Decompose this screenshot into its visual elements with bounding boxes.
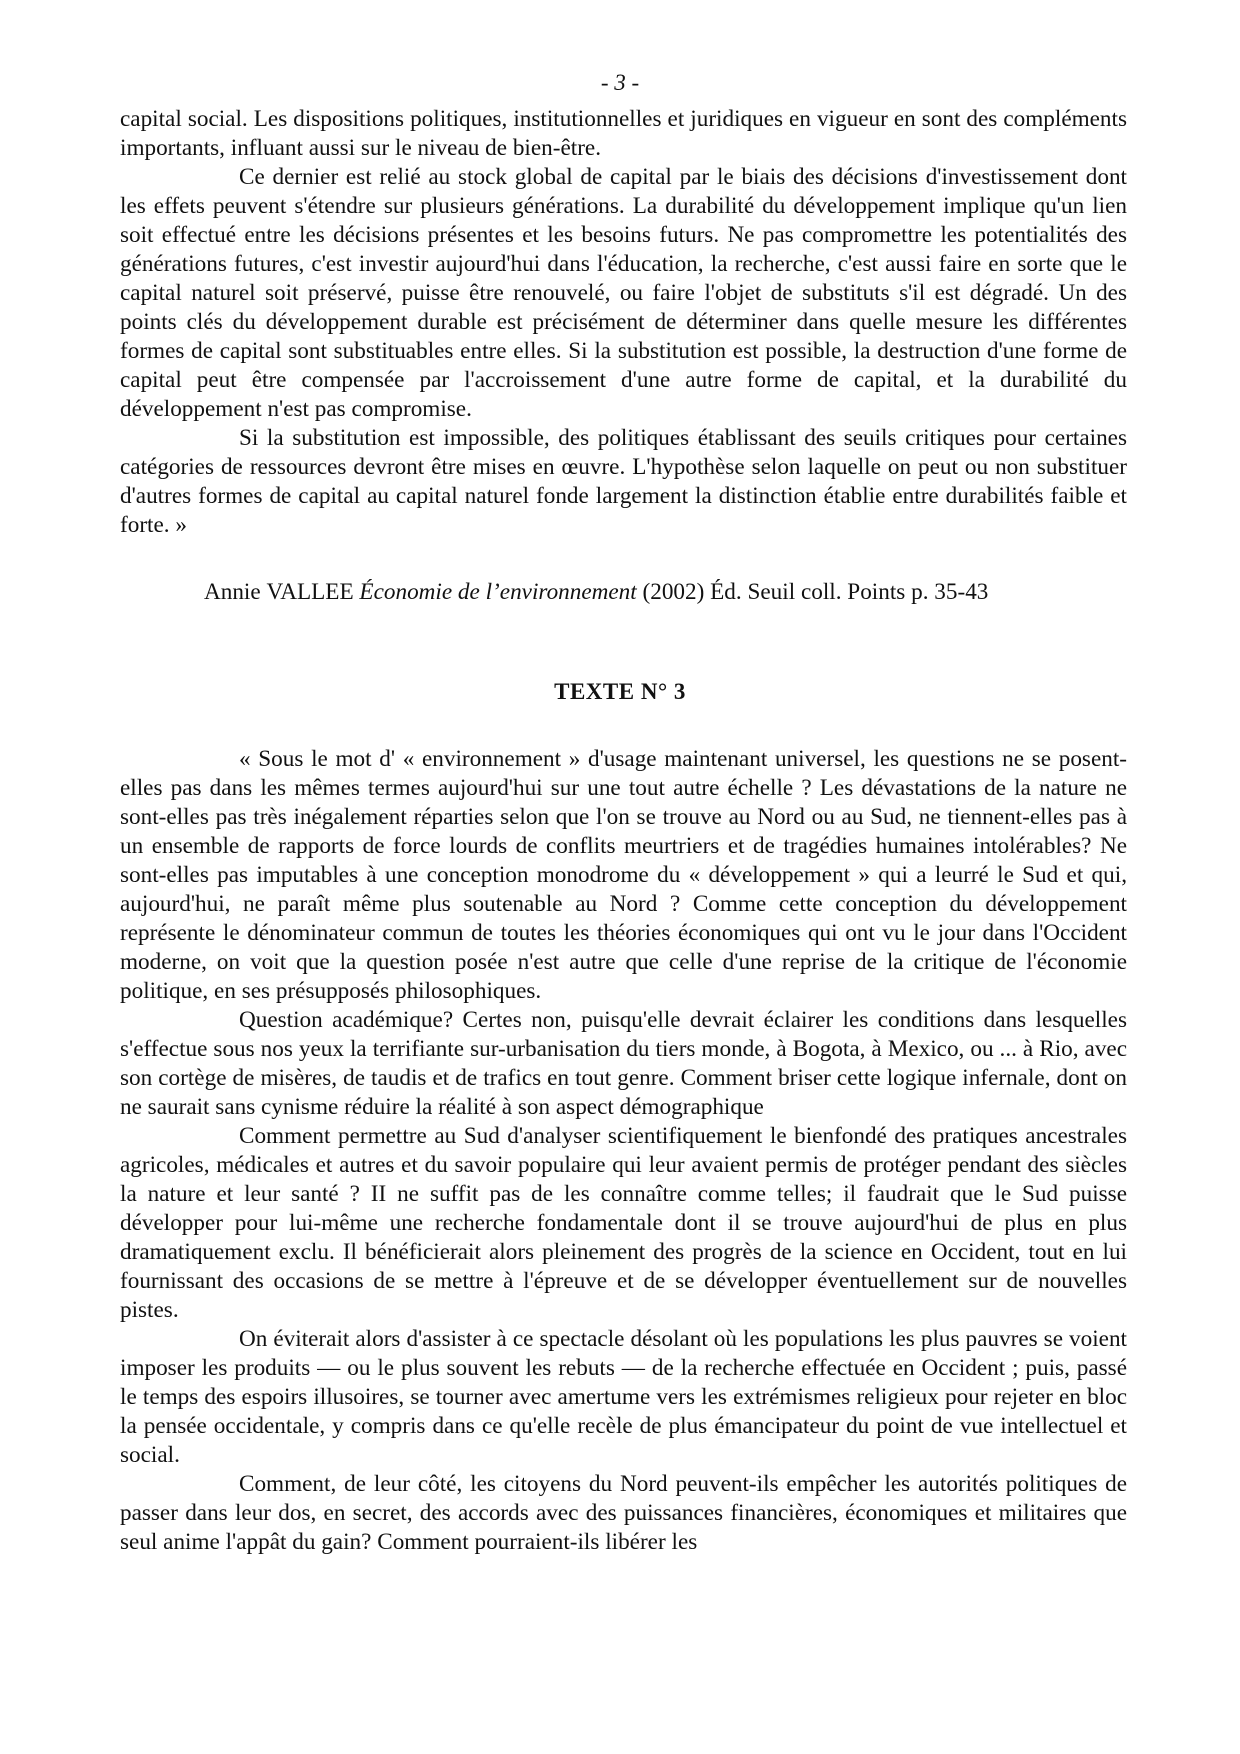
citation-author-first: Annie bbox=[204, 579, 261, 605]
citation-details: (2002) Éd. Seuil coll. Points p. 35-43 bbox=[642, 579, 989, 605]
paragraph: Ce dernier est relié au stock global de capital par le biais des décisions d'investissement dont les effets peuvent s'étendre sur plusieurs générations. La durabilité du développement implique qu'un lien soit effectué entre les décisions présentes et les besoins futurs. Ne pas compromettre les potentialités des générations futures, c'est investir aujourd'hui dans l'éducation, la recherche, c'est aussi faire en sorte que le capital naturel soit préservé, puisse être renouvelé, ou faire l'objet de substituts s'il est dégradé. Un des points clés du développement durable est précisément de déterminer dans quelle mesure les différentes formes de capital sont substituables entre elles. Si la substitution est possible, la destruction d'une forme de capital peut être compensée par l'accroissement d'une autre forme de capital, et la durabilité du développement n'est pas compromise. bbox=[120, 164, 1127, 422]
texte-3-body bbox=[120, 745, 1127, 1557]
paragraph: capital social. Les dispositions politiques, institutionnelles et juridiques en vigueur en sont des compléments importants, influant aussi sur le niveau de bien-être. bbox=[120, 106, 1127, 161]
citation-author-last: VALLEE bbox=[266, 579, 354, 605]
paragraph: Comment permettre au Sud d'analyser scientifiquement le bienfondé des pratiques ancestrales agricoles, médicales et autres et du savoir populaire qui leur avaient permis de protéger pendant des siècles la nature et leur santé ? II ne suffit pas de les connaître comme telles; il faudrait que le Sud puisse développer pour lui-même une recherche fondamentale dont il se trouve aujourd'hui de plus en plus dramatiquement exclu. Il bénéficierait alors pleinement des progrès de la science en Occident, tout en lui fournissant des occasions de se mettre à l'épreuve et de se développer éventuellement sur de nouvelles pistes. bbox=[120, 1123, 1127, 1323]
paragraph: On éviterait alors d'assister à ce spectacle désolant où les populations les plus pauvres se voient imposer les produits — ou le plus souvent les rebuts — de la recherche effectuée en Occident ; puis, passé le temps des espoirs illusoires, se tourner avec amertume vers les extrémismes religieux pour rejeter en bloc la pensée occidentale, y compris dans ce qu'elle recèle de plus émancipateur du point de vue intellectuel et social. bbox=[120, 1326, 1127, 1468]
source-citation bbox=[204, 578, 1104, 607]
continuation-text bbox=[120, 105, 1127, 540]
page-number: - 3 - bbox=[600, 70, 640, 95]
paragraph: Comment, de leur côté, les citoyens du Nord peuvent-ils empêcher les autorités politiques de passer dans leur dos, en secret, des accords avec des puissances financières, économiques et militaires que seul anime l'appât du gain? Comment pourraient-ils libérer les bbox=[120, 1471, 1127, 1555]
paragraph: Question académique? Certes non, puisqu'elle devrait éclairer les conditions dans lesquelles s'effectue sous nos yeux la terrifiante sur-urbanisation du tiers monde, à Bogota, à Mexico, ou ... à Rio, avec son cortège de misères, de taudis et de trafics en tout genre. Comment briser cette logique infernale, dont on ne saurait sans cynisme réduire la réalité à son aspect démographique bbox=[120, 1007, 1127, 1120]
paragraph: Si la substitution est impossible, des politiques établissant des seuils critiques pour certaines catégories de ressources devront être mises en œuvre. L'hypothèse selon laquelle on peut ou non substituer d'autres formes de capital au capital naturel fonde largement la distinction établie entre durabilités faible et forte. » bbox=[120, 425, 1127, 538]
paragraph: « Sous le mot d' « environnement » d'usage maintenant universel, les questions ne se posent-elles pas dans les mêmes termes aujourd'hui sur une tout autre échelle ? Les dévastations de la nature ne sont-elles pas très inégalement réparties selon que l'on se trouve au Nord ou au Sud, ne tiennent-elles pas à un ensemble de rapports de force lourds de conflits meurtriers et de tragédies humaines intolérables? Ne sont-elles pas imputables à une conception monodrome du « développement » qui a leurré le Sud et qui, aujourd'hui, ne paraît même plus soutenable au Nord ? Comme cette conception du développement représente le dénominateur commun de toutes les théories économiques qui ont vu le jour dans l'Occident moderne, on voit que la question posée n'est autre que celle d'une reprise de la critique de l'économie politique, en ses présupposés philosophiques. bbox=[120, 746, 1127, 1004]
section-heading: TEXTE N° 3 bbox=[554, 679, 686, 704]
citation-title: Économie de l’environnement bbox=[359, 579, 637, 605]
